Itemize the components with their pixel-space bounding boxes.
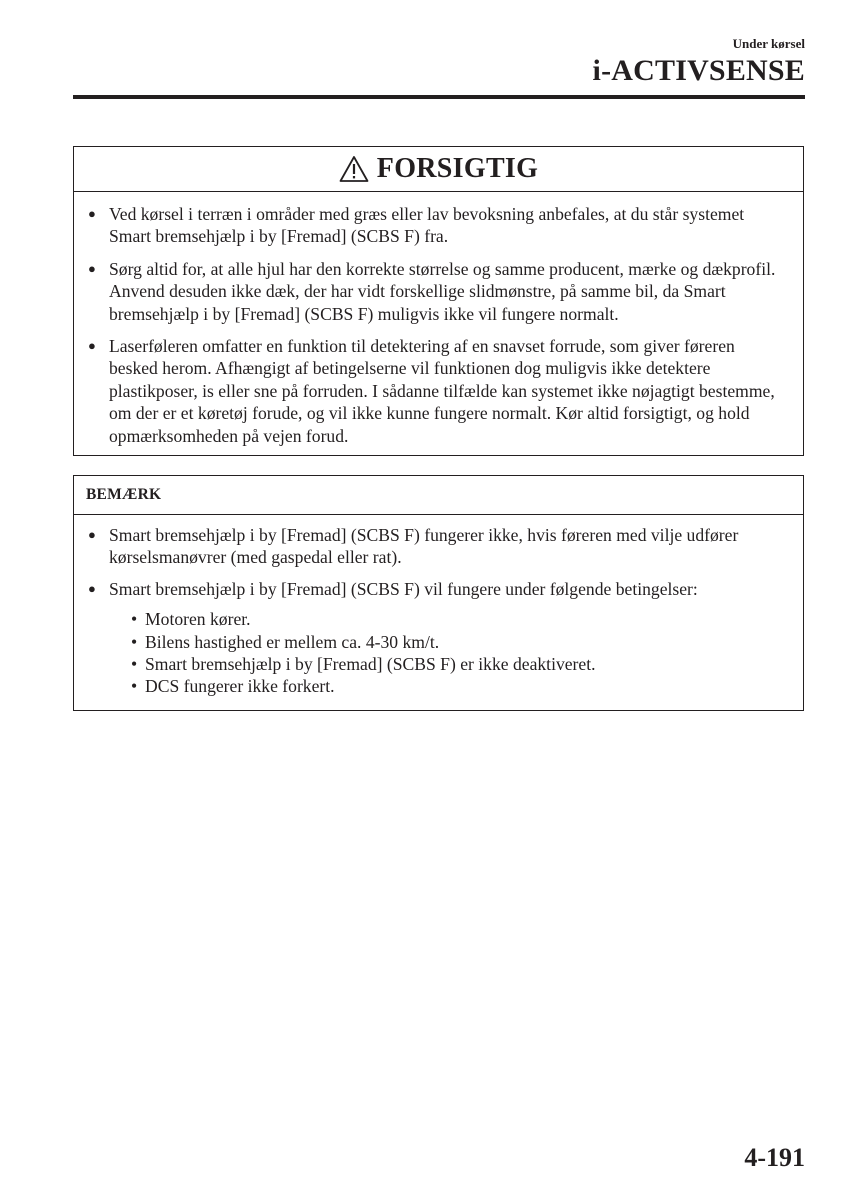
caution-item-text: Sørg altid for, at alle hjul har den korrekte størrelse og samme producent, mærke og dækprofil. Anvend desuden ikke dæk, der har vidt forskellige slidmønstre, på samme bil, da Smart bremsehjælp i by [Fremad] (SCBS F) muligvis ikke vil fungere normalt. xyxy=(109,258,776,324)
sub-bullet-icon: • xyxy=(131,609,138,630)
list-item xyxy=(86,335,783,447)
condition-text: Motoren kører. xyxy=(145,609,251,630)
note-title: BEMÆRK xyxy=(86,486,162,503)
caution-list xyxy=(74,192,803,447)
condition-list xyxy=(109,608,783,698)
note-header xyxy=(74,476,803,515)
note-list xyxy=(74,515,803,698)
list-item xyxy=(86,203,783,248)
caution-title: FORSIGTIG xyxy=(376,153,539,184)
caution-item-text: Ved kørsel i terræn i områder med græs eller lav bevoksning anbefales, at du står systemet Smart bremsehjælp i by [Fremad] (SCBS F) fra. xyxy=(109,204,745,247)
bullet-icon: ● xyxy=(88,338,96,354)
page-title: i-ACTIVSENSE xyxy=(592,54,805,87)
bullet-icon: ● xyxy=(88,206,96,221)
page-number: 4-191 xyxy=(744,1143,805,1172)
sub-list-item xyxy=(131,631,783,653)
warning-triangle-icon xyxy=(339,155,369,183)
caution-item-text: Laserføleren omfatter en funktion til detektering af en snavset forrude, som giver føreren besked herom. Afhængigt af betingelserne vil funktionen dog muligvis ikke detektere plastikposer, is eller sne på forruden. I sådanne tilfælde kan systemet ikke nøjagtigt bestemme, om der er et køretøj forude, og vil ikke kunne fungere normalt. Kør altid forsigtigt, og hold opmærksomheden på vejen forud. xyxy=(109,336,775,446)
sub-bullet-icon: • xyxy=(131,631,138,652)
note-box xyxy=(73,475,804,711)
sub-bullet-icon: • xyxy=(131,654,138,675)
sub-list-item xyxy=(131,675,783,697)
bullet-icon: ● xyxy=(88,527,96,542)
condition-text: DCS fungerer ikke forkert. xyxy=(145,676,335,697)
caution-header xyxy=(74,147,803,192)
caution-box xyxy=(73,146,804,456)
header-rule xyxy=(73,95,805,99)
bullet-icon: ● xyxy=(88,580,96,596)
list-item xyxy=(86,258,783,325)
condition-text: Smart bremsehjælp i by [Fremad] (SCBS F) er ikke deaktiveret. xyxy=(145,654,596,675)
note-item-text: Smart bremsehjælp i by [Fremad] (SCBS F) fungerer ikke, hvis føreren med vilje udfører kørselsmanøvrer (med gaspedal eller rat). xyxy=(109,525,739,568)
sub-bullet-icon: • xyxy=(131,676,138,697)
sub-list-item xyxy=(131,608,783,630)
sub-list-item xyxy=(131,653,783,675)
list-item xyxy=(86,578,783,698)
note-item-text: Smart bremsehjælp i by [Fremad] (SCBS F) vil fungere under følgende betingelser: xyxy=(109,578,698,599)
condition-text: Bilens hastighed er mellem ca. 4-30 km/t. xyxy=(145,631,440,652)
section-label: Under kørsel xyxy=(732,36,805,51)
bullet-icon: ● xyxy=(88,260,96,276)
list-item xyxy=(86,524,783,569)
